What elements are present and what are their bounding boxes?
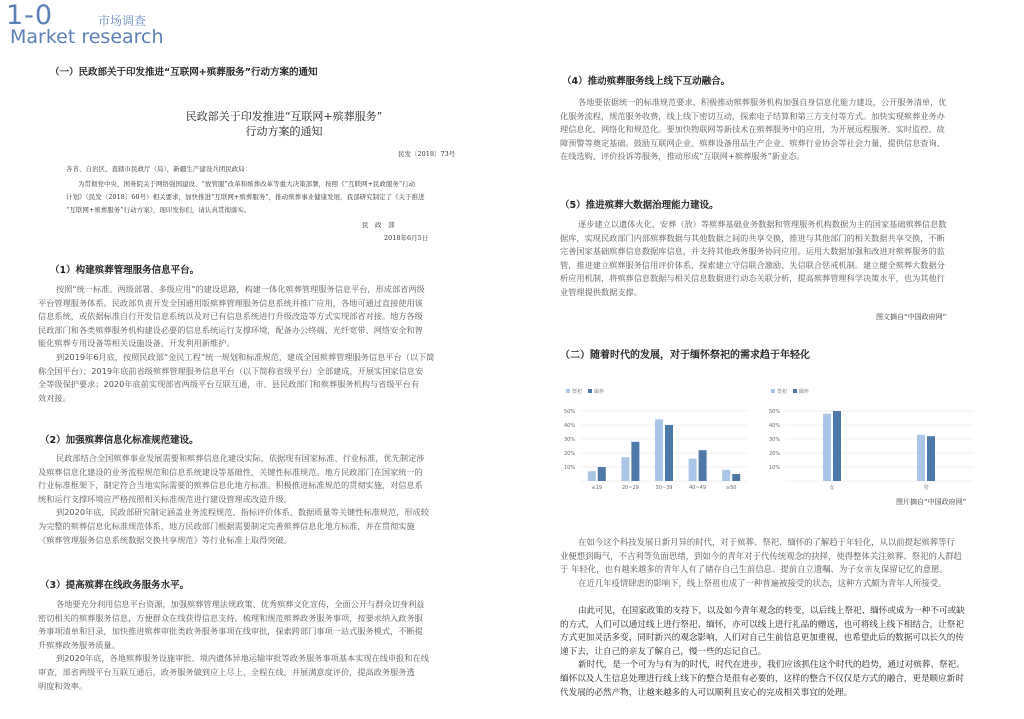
legend-label: 祭祀 <box>572 389 583 395</box>
page-title-en: Market research <box>10 26 164 48</box>
notice-document <box>66 96 490 246</box>
text-line: 在线选购、评价投诉等服务，推动形成“互联网+殡葬服务”新业态。 <box>560 151 805 162</box>
page-title-cn: 市场调查 <box>98 14 147 28</box>
y-tick-label: 10% <box>564 465 576 471</box>
text-line: 新时代，是一个可为与有为的时代，时代在进步，我们应该抓住这个时代的趋势，通过对殡葬、祭祀、 <box>578 660 965 671</box>
text-line: 及殡葬信息化建设的业务流程规范和信息系统建设等基础性、关键性标准规范。地方民政部门在国家统一的 <box>38 466 423 477</box>
notice-signer: 民 政 部 <box>362 221 395 229</box>
text-line: 为完整的殡葬信息化标准规范体系，地方民政部门根据需要制定完善殡葬信息化地方标准，并在贯彻实施 <box>38 520 415 531</box>
section2-title: （二）随着时代的发展，对于缅怀祭祀的需求趋于年轻化 <box>560 350 810 361</box>
bar <box>722 470 730 481</box>
gender-chart-svg <box>765 383 979 495</box>
page-number: 1-0 <box>6 0 54 31</box>
y-tick-label: 50% <box>769 409 781 415</box>
y-tick-label: 30% <box>769 437 781 443</box>
s4-heading: （4）推动殡葬服务线上线下互动融合。 <box>562 76 731 87</box>
text-line: 务事项清单和目录，加快推进殡葬审批类政务服务事项在线审批，探索跨部门事项一站式服务模式，不断提 <box>38 626 423 637</box>
x-tick-label: 20~29 <box>621 485 639 491</box>
text-line: 完善国家基础殡葬信息数据库信息，并支持其他政务服务协同应用。运用大数据加强和改进对殡葬服务的监 <box>560 246 945 257</box>
bar <box>621 457 629 481</box>
bar <box>598 467 606 481</box>
legend-swatch <box>566 389 570 393</box>
y-tick-label: 40% <box>769 423 781 429</box>
text-line: 效对接。 <box>38 392 71 403</box>
bar <box>631 442 639 481</box>
bar <box>823 414 831 481</box>
text-line: 称全国平台）；2019年底前省级殡葬管理服务信息平台（以下简称省级平台）全部建成，开展实国家信息安 <box>38 365 424 376</box>
text-line: 业便想到晦气，不吉利等负面思绪，到如今的青年对于代传统观念的抉择，使得整体关注殡葬、祭祀的人群趋 <box>560 550 962 561</box>
text-line: 到2020年底，各地殡葬服务设施审批、境内遗体异地运输审批等政务服务事项基本实现在线申报和在线 <box>56 653 429 664</box>
notice-body-line: 为贯彻党中央、国务院关于网络强国建设、“放管服”改革和殡葬改革等重大决策部署，按照《“互联网+民政服务”行动 <box>78 180 416 188</box>
x-tick-label: 女 <box>829 485 835 491</box>
s2-heading: （2）加强殡葬信息化标准规范建设。 <box>40 435 199 446</box>
s1-body <box>38 283 508 405</box>
text-line: 的方式，人们可以通过线上进行祭祀、缅怀，亦可以线上进行礼品的赠送，也可将线上线下相结合，让祭祀 <box>560 619 964 630</box>
x-tick-label: 40~49 <box>689 485 707 491</box>
legend-label: 缅怀 <box>594 389 605 395</box>
s4-body <box>560 96 998 164</box>
text-line: 据库，实现民政部门内部殡葬数据与其他数据之间的共享交换，推进与其他部门的相关数据共享交换，不断 <box>560 232 945 243</box>
age-bar-chart <box>560 383 754 495</box>
notice-title-line1: 民政部关于印发推进“互联网+殡葬服务” <box>185 110 383 123</box>
text-line: 按照“统一标准、两级部署、多级应用”的建设思路，构建一体化殡葬管理服务信息平台，形成部省两级 <box>56 284 425 294</box>
gender-bar-chart <box>765 383 979 495</box>
text-line: 《殡葬管理服务信息系统数据交换共享规范》等行业标准上取得突破。 <box>38 534 292 545</box>
age-chart-svg <box>560 383 754 495</box>
text-line: 信息系统，或依据标准自行开发信息系统以及对已有信息系统进行升级改造等方式实现部省对接。地方各级 <box>38 311 423 322</box>
y-tick-label: 30% <box>564 437 576 443</box>
bar <box>588 471 596 481</box>
x-tick-label: ≤19 <box>591 485 603 491</box>
text-line: 平台管理服务体系。民政部负责开发全国通用版殡葬管理服务信息系统并推广应用，各地可通过直接使用该 <box>38 297 423 308</box>
legend-label: 祭祀 <box>777 389 788 395</box>
notice-title-line2: 行动方案的通知 <box>245 125 323 138</box>
text-line: 能化殡葬专用设备等相关设施设备，开发利用新维护。 <box>38 338 235 349</box>
x-tick-label: 30~39 <box>655 485 673 491</box>
text-line: 密切相关的殡葬服务信息，方便群众在线获得信息支持。梳理和规范殡葬政务服务事项，按要求纳入政务服 <box>38 612 423 623</box>
text-line: 化服务流程，规范服务收费，线上线下密切互动，探索电子结算和第三方支付等方式。加快实现殡葬业务办 <box>560 110 945 121</box>
bar <box>833 411 841 481</box>
bar <box>689 459 697 481</box>
text-line: 由此可见，在国家政策的支持下，以及如今青年观念的转变，以后线上祭祀、缅怀或成为一种不可或缺 <box>578 606 965 616</box>
legend-swatch <box>771 389 775 393</box>
text-line: 全等级保护要求；2020年底前实现部省两级平台互联互通，市、县民政部门和殡葬服务机构与省级平台有 <box>38 379 420 390</box>
s5-heading: （5）推进殡葬大数据治理能力建设。 <box>560 200 719 211</box>
legend-swatch <box>588 389 592 393</box>
s2-body <box>38 452 508 547</box>
text-line: 行业标准框架下，制定符合当地实际需要的殡葬信息化地方标准。积极推进标准规范的贯彻实施，对信息系 <box>38 480 423 491</box>
text-line: 递下去，让自己的亲友了解自己，慢一些的忘记自己。 <box>560 646 767 657</box>
text-line: 于 年轻化，也有越来越多的青年人有了储存自己生前信息、提前自立遗嘱、为子女亲友保留记忆的意愿。 <box>560 564 948 575</box>
text-line: 统和运行支撑环境应严格按照相关标准规范进行建设管理或改造升级。 <box>38 493 292 504</box>
s3-body <box>38 598 508 693</box>
text-line: 业管理提供数据支撑。 <box>560 286 642 297</box>
bar <box>665 425 673 481</box>
text-line: 缅怀以及人生信息处理进行线上线下的整合是很有必要的，这样的整合不仅仅是方式的融合，更是顺应新时 <box>560 673 964 684</box>
y-tick-label: 20% <box>564 451 576 457</box>
text-line: 在如今这个科技发展日新月异的时代，对于殡葬、祭祀、缅怀的了解趋于年轻化，从以前提起殡葬等行 <box>578 537 955 547</box>
s5-body <box>560 218 998 300</box>
y-tick-label: 50% <box>564 409 576 415</box>
x-tick-label: 男 <box>923 485 929 491</box>
text-line: 民政部结合全国殡葬事业发展需要和殡葬信息化建设实际，依据现有国家标准、行业标准，优先制定涉 <box>56 453 425 463</box>
caption-source-1: 图文摘自“中国政府网” <box>876 313 947 321</box>
section1-title: （一）民政部关于印发推进“互联网+殡葬服务”行动方案的通知 <box>50 67 318 78</box>
x-tick-label: ≥50 <box>725 485 737 491</box>
text-line: 民政部门和各类殡葬服务机构建设必要的信息系统运行支撑环境，配备办公终端、光纤宽带、网络安全和智 <box>38 324 423 335</box>
legend-label: 缅怀 <box>799 389 810 395</box>
text-line: 析应用机制，将殡葬信息数据与相关信息数据进行动态关联分析，提高殡葬管理科学决策水平，也为其他行 <box>560 273 945 284</box>
text-line: 审查，部省两级平台互联互通后，政务服务做到应上尽上、全程在线，并展满意度评价，提高政务服务透 <box>38 666 415 677</box>
text-line: 各地要充分利用信息平台资源，加强殡葬管理法规政策、优秀殡葬文化宣传，全面公开与群众切身利益 <box>56 599 425 609</box>
text-line: 管，推进建立殡葬服务信用评价体系，探索建立守信联合激励、失信联合惩戒机制。建立健全殡葬大数据分 <box>560 259 945 270</box>
bar <box>732 474 740 481</box>
y-tick-label: 40% <box>564 423 576 429</box>
text-line: 升殡葬政务服务质量。 <box>38 639 120 650</box>
y-tick-label: 10% <box>769 465 781 471</box>
bar <box>927 436 935 481</box>
bar <box>917 435 925 481</box>
paragraph-2 <box>560 605 998 700</box>
text-line: 理信息化、网络化和规范化。要加快物联网等新技术在殡葬服务中的应用，为开展远程服务、实时监控、故 <box>560 124 945 135</box>
notice-date: 2018年6月5日 <box>384 234 429 242</box>
text-line: 明度和效率。 <box>38 680 88 691</box>
text-line: 障预警等奠定基础。鼓励互联网企业、殡葬设备用品生产企业、殡葬行业协会等社会力量，提供信息查询、 <box>560 137 945 148</box>
s1-heading: （1）构建殡葬管理服务信息平台。 <box>50 265 200 276</box>
paragraph-1 <box>560 536 998 590</box>
s3-heading: （3）提高殡葬在线政务服务水平。 <box>40 580 190 591</box>
text-line: 在近几年疫情肆虐的影响下，线上祭祖也成了一种普遍被接受的状态，这种方式颇为青年人所接受。 <box>578 577 947 588</box>
notice-address: 各省、自治区、直辖市民政厅（局），新疆生产建设兵团民政局： <box>66 165 252 173</box>
bar <box>699 450 707 481</box>
text-line: 逐步建立以遗体火化、安葬（放）等殡葬基础业务数据和管理服务机构数据为主的国家基础殡葬信息数 <box>578 219 947 229</box>
notice-body-line: “互联网+殡葬服务”行动方案》，现印发你们，请认真贯彻落实。 <box>66 206 251 214</box>
notice-body-line: 计划》（民发〔2018〕60号）相关要求，加快推进“互联网+殡葬服务”，推动殡葬事业健康发展，我部研究制定了《关于推进 <box>66 193 425 201</box>
bar <box>655 419 663 481</box>
legend-swatch <box>793 389 797 393</box>
text-line: 到2019年6月底，按照民政部“金民工程”统一规划和标准规范，建成全国殡葬管理服务信息平台（以下简 <box>56 351 435 362</box>
notice-doc-no: 民发〔2018〕73号 <box>398 150 456 158</box>
text-line: 代发展的必然产物，让越来越多的人可以顺利且安心的完成相关事宜的处理。 <box>560 687 853 698</box>
y-tick-label: 20% <box>769 451 781 457</box>
text-line: 各地要依据统一的标准规范要求，积极推动殡葬服务机构加强自身信息化能力建设，公开服务清单，优 <box>578 97 947 107</box>
text-line: 到2020年底，民政部研究制定涵盖业务流程规范、指标评价体系、数据质量等关键性标准规范，形成较 <box>56 507 429 518</box>
caption-source-2: 图片摘自“中国政府网” <box>896 498 967 506</box>
text-line: 方式更加灵活多变，同时新兴的观念影响，人们对自己生前信息更加重视，也希望此后的数据可以长久的传 <box>560 633 964 644</box>
